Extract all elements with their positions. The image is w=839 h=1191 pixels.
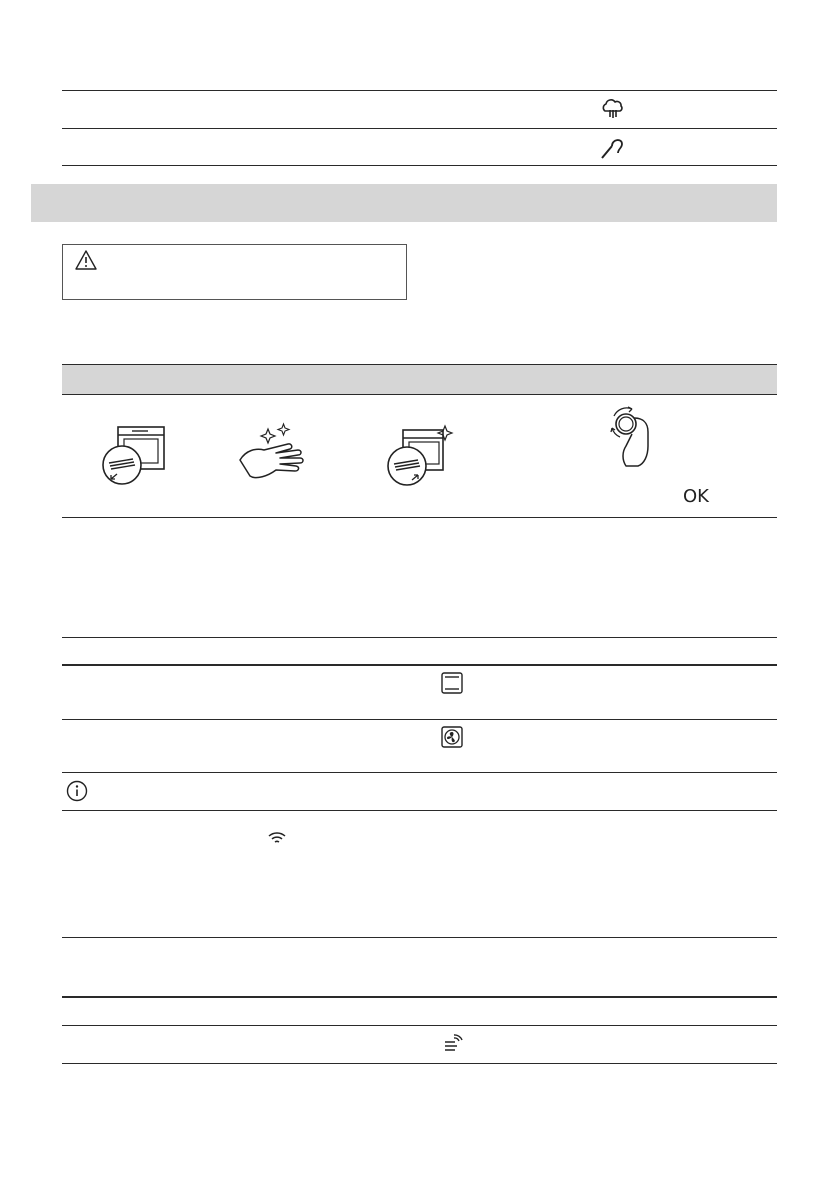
table-rule	[62, 719, 777, 720]
section-heading-bar	[31, 184, 777, 222]
oven-remove-accessory-icon	[100, 425, 170, 487]
warning-box	[62, 244, 407, 300]
steam-icon	[600, 97, 626, 123]
table-rule	[62, 937, 777, 938]
ok-button-label: OK	[683, 486, 709, 507]
table-rule-top	[62, 90, 777, 91]
table-header-row	[62, 364, 777, 395]
table-rule-bottom	[62, 1063, 777, 1064]
table-rule	[62, 772, 777, 773]
info-icon	[66, 780, 88, 802]
knob-turn-icon	[604, 402, 662, 468]
warning-icon	[75, 250, 97, 270]
remote-control-icon	[441, 1032, 465, 1056]
table-rule	[62, 128, 777, 129]
table-rule-bottom	[62, 165, 777, 166]
table-rule	[62, 810, 777, 811]
wifi-icon	[267, 831, 287, 845]
food-probe-icon	[598, 134, 626, 162]
table-rule	[62, 517, 777, 518]
oven-insert-accessory-icon	[385, 424, 457, 488]
table-rule	[62, 637, 777, 638]
table-rule-heavy	[62, 664, 777, 666]
hand-wash-icon	[236, 420, 310, 490]
top-bottom-heat-icon	[441, 672, 463, 694]
fan-icon	[441, 726, 463, 748]
table-rule-heavy	[62, 996, 777, 998]
table-rule	[62, 1025, 777, 1026]
